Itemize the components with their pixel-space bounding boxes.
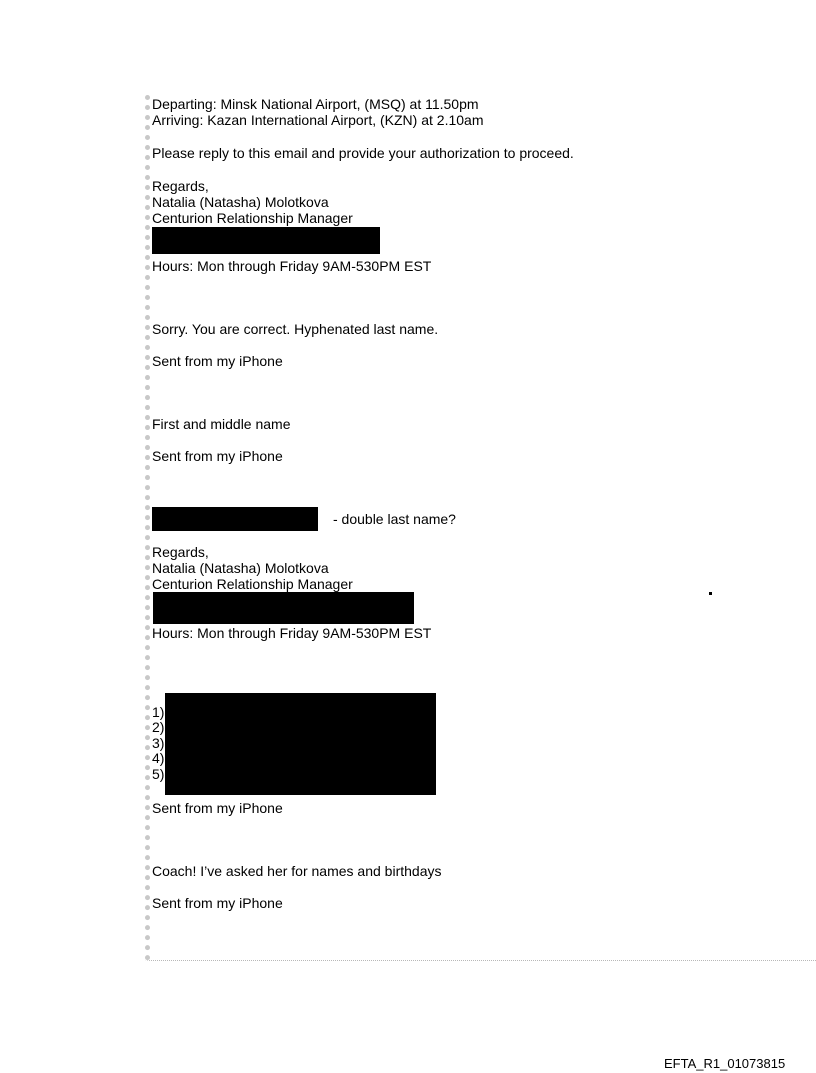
signature-title: Centurion Relationship Manager (152, 210, 353, 226)
signature-regards: Regards, (152, 544, 209, 560)
list-number: 5) (152, 766, 165, 782)
departing-line: Departing: Minsk National Airport, (MSQ) at 11.50pm (152, 96, 479, 112)
list-number: 3) (152, 735, 165, 751)
arriving-line: Arriving: Kazan International Airport, (KZN) at 2.10am (152, 112, 484, 128)
signature-hours: Hours: Mon through Friday 9AM-530PM EST (152, 625, 432, 641)
sent-from-iphone: Sent from my iPhone (152, 895, 283, 911)
signature-name: Natalia (Natasha) Molotkova (152, 560, 329, 576)
signature-regards: Regards, (152, 178, 209, 194)
signature-name: Natalia (Natasha) Molotkova (152, 194, 329, 210)
reply-message: Coach! I’ve asked her for names and birthdays (152, 863, 442, 879)
redaction-block (165, 693, 436, 795)
redaction-block (153, 592, 414, 624)
reply-message: First and middle name (152, 416, 291, 432)
list-number: 4) (152, 750, 165, 766)
reply-message: Sorry. You are correct. Hyphenated last name. (152, 321, 439, 337)
list-number: 2) (152, 719, 165, 735)
signature-hours: Hours: Mon through Friday 9AM-530PM EST (152, 258, 432, 274)
redaction-block (152, 227, 380, 254)
authorization-request: Please reply to this email and provide your authorization to proceed. (152, 145, 574, 161)
signature-title: Centurion Relationship Manager (152, 576, 353, 592)
sent-from-iphone: Sent from my iPhone (152, 448, 283, 464)
sent-from-iphone: Sent from my iPhone (152, 800, 283, 816)
sent-from-iphone: Sent from my iPhone (152, 353, 283, 369)
stray-mark (709, 592, 712, 595)
double-last-name-question: - double last name? (333, 511, 456, 527)
document-id: EFTA_R1_01073815 (664, 1056, 786, 1071)
list-number: 1) (152, 704, 165, 720)
redaction-block (152, 507, 318, 531)
